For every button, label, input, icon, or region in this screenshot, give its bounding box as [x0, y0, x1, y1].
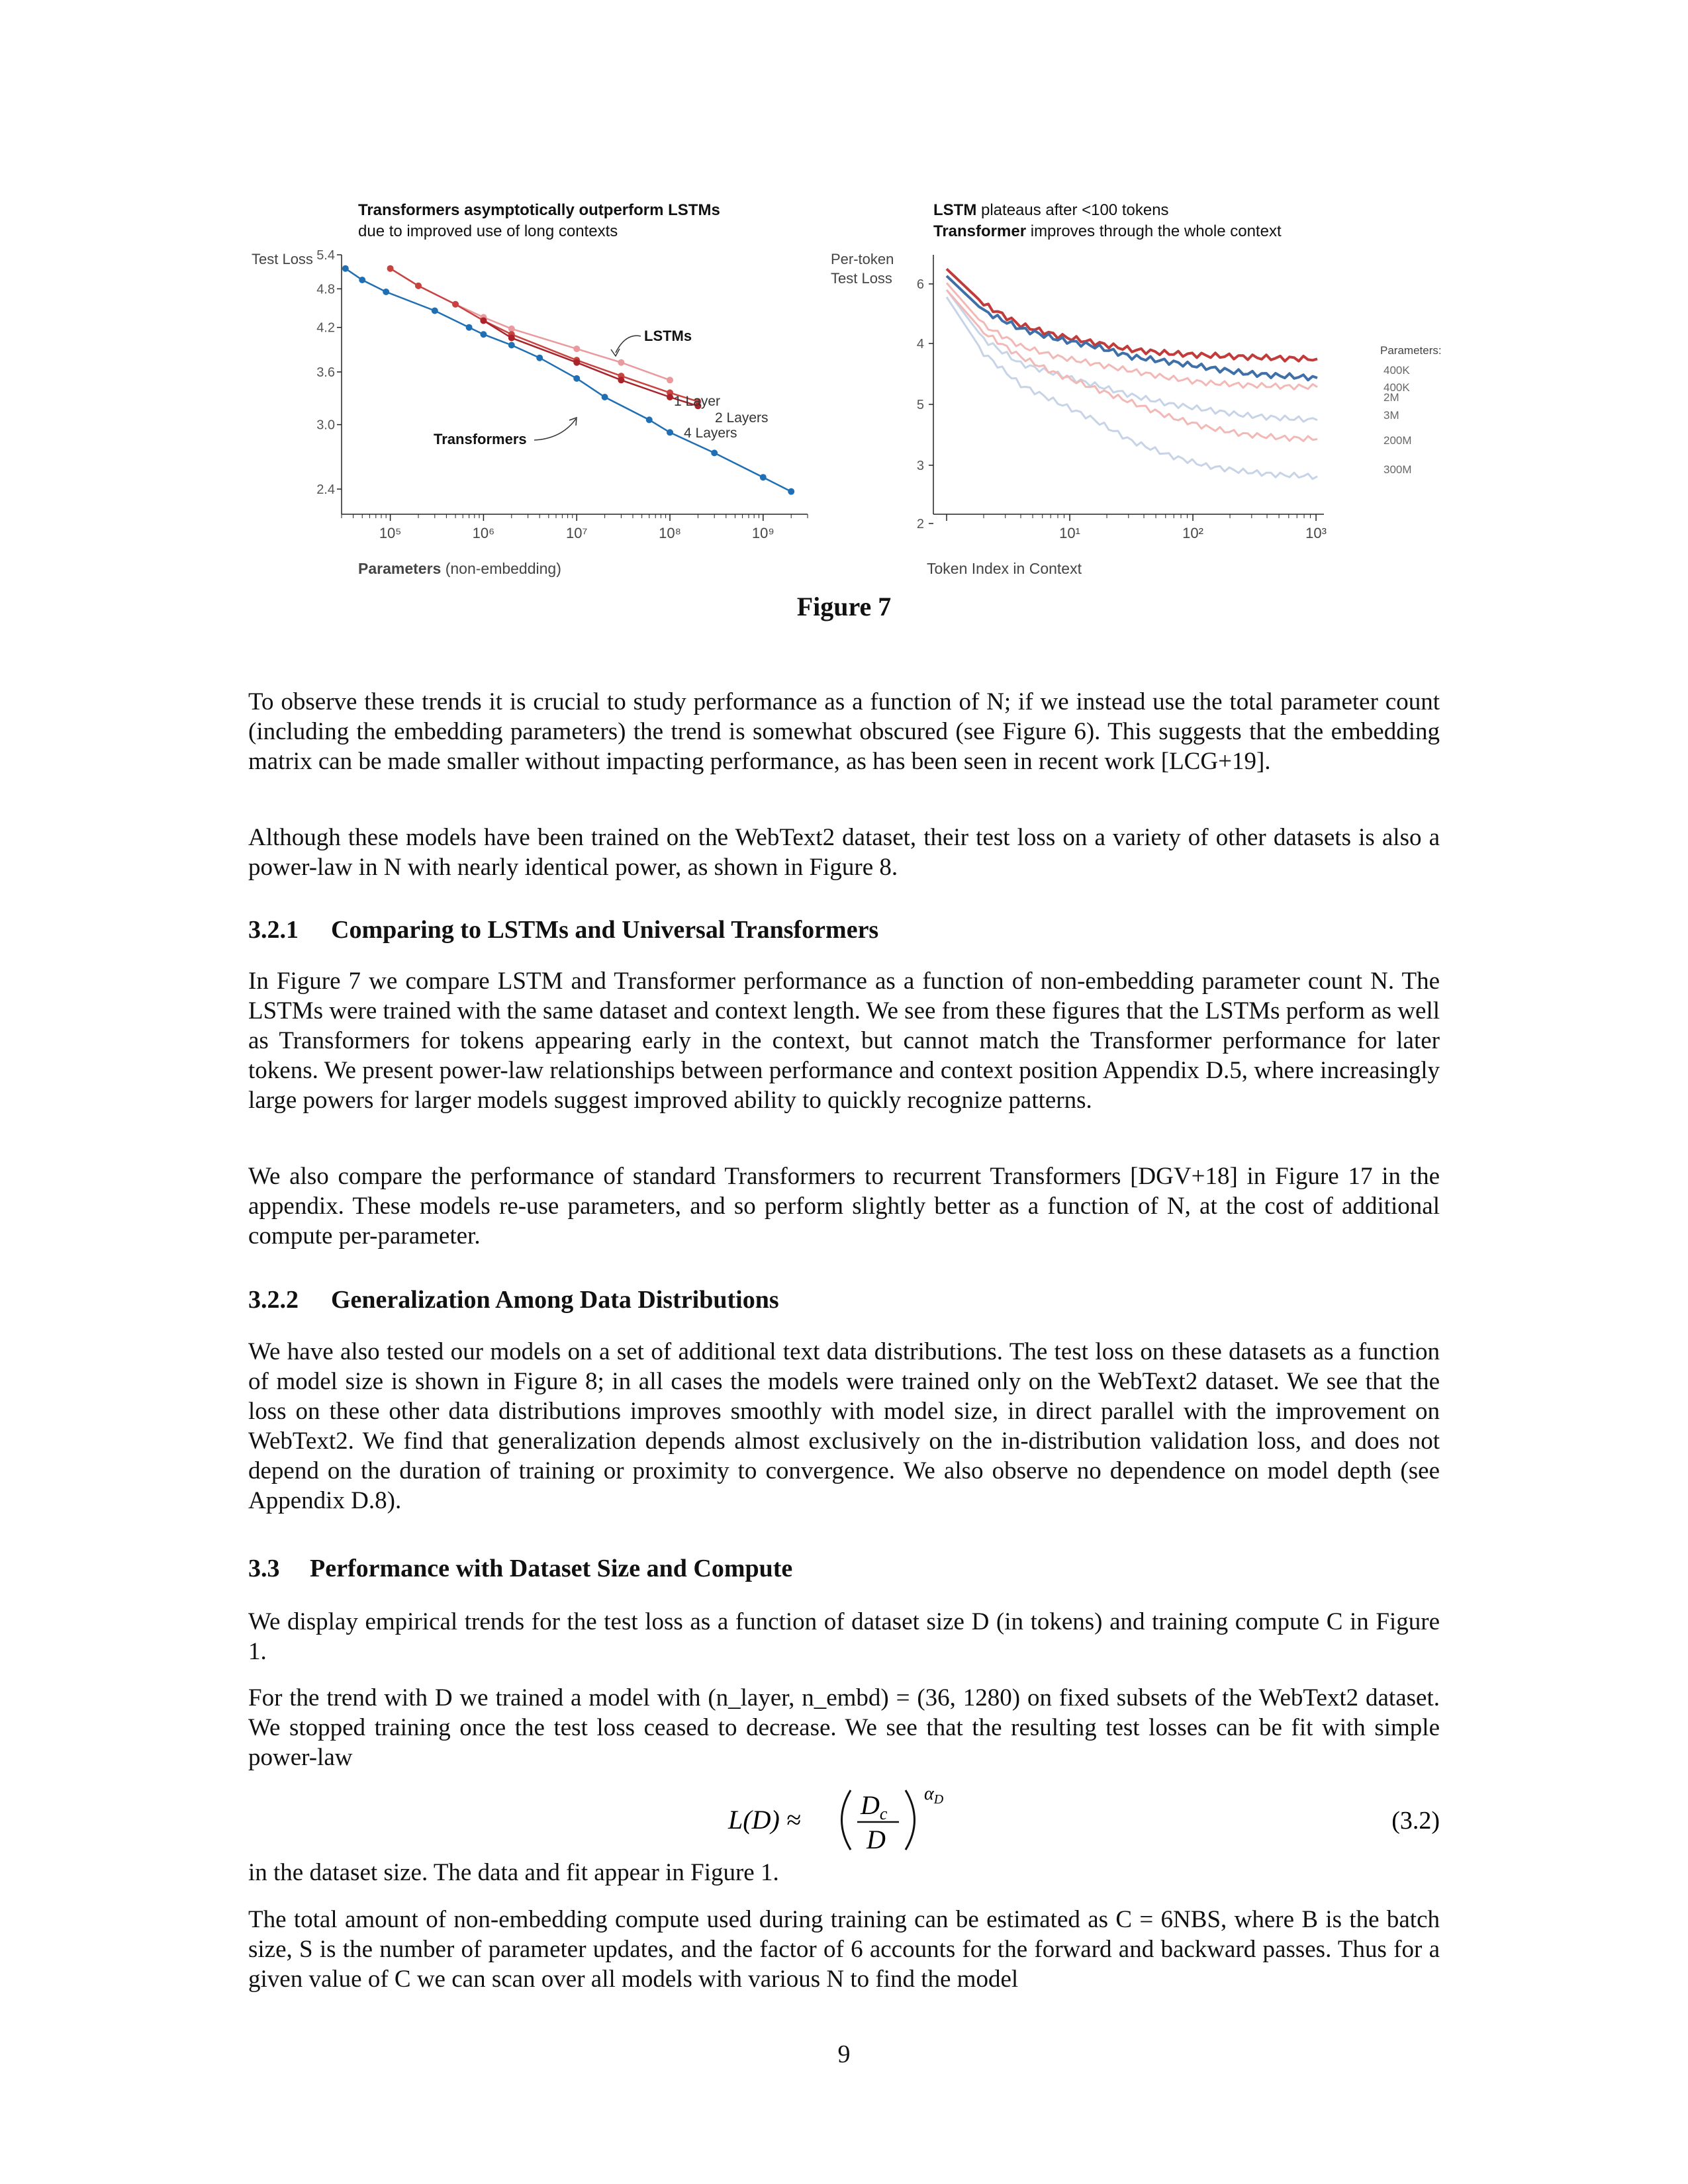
paragraph-3: [248, 966, 1440, 1115]
paragraph-7-text: For the trend with D we trained a model with (n_layer, n_embd) = (36, 1280) on fixed subsets of the WebText2 dataset. We stopped training once the test loss ceased to decrease. We see that the resulting test losses can be fit with simple power-law: [248, 1684, 1440, 1771]
data-point-transformers: [359, 277, 365, 283]
data-point-transformers: [508, 342, 515, 349]
equation-exponent-main: α: [924, 1784, 934, 1804]
right-x-tick-label: 10²: [1182, 525, 1203, 541]
equation-label: (3.2): [1391, 1807, 1440, 1835]
label-2-layers: 2 Layers: [715, 410, 769, 426]
data-point-2-layers: [387, 265, 394, 272]
data-point-transformers: [383, 289, 389, 295]
paragraph-5: [248, 1337, 1440, 1516]
paragraph-2-text: Although these models have been trained on the WebText2 dataset, their test loss on a variety of other datasets is also a power-law in N with nearly identical power, as shown in Figure 8.: [248, 824, 1440, 881]
data-point-transformers: [667, 429, 673, 435]
section-title-3-2-1: Comparing to LSTMs and Universal Transformers: [331, 916, 879, 944]
equation-left-paren: [842, 1790, 851, 1850]
equation-exponent: [924, 1784, 944, 1807]
legend-label-400k: 400K: [1383, 364, 1410, 377]
left-axes: [316, 248, 808, 541]
right-y-axis-label-line1: Per-token: [831, 251, 894, 267]
paragraph-9-text: The total amount of non-embedding compute used during training can be estimated as C = 6NBS, where B is the batch size, S is the number of parameter updates, and the factor of 6 accounts for the forward and backward passes. Thus for a given value of C we can scan over all models with various N to find the model: [248, 1906, 1440, 1993]
data-point-2-layers: [452, 301, 459, 308]
left-x-axis-label-bold: Parameters: [358, 560, 442, 577]
left-y-tick-label: 3.0: [316, 418, 335, 433]
data-point-4-layers: [480, 317, 487, 324]
paragraph-2: [248, 823, 1440, 882]
left-x-tick-label: 10⁸: [659, 525, 681, 541]
data-point-transformers: [432, 307, 438, 314]
section-heading-3-2-1: [248, 915, 878, 944]
section-heading-3-2-2: [248, 1285, 779, 1314]
section-number-3-2-2: 3.2.2: [248, 1286, 299, 1314]
paragraph-6: [248, 1607, 1440, 1666]
legend-label-400k: 400K: [1383, 381, 1410, 394]
paragraph-1-text: To observe these trends it is crucial to study performance as a function of N; if we instead use the total parameter count (including the embedding parameters) the trend is somewhat obscured (see Figure 6). This suggests that the embedding matrix can be made smaller without impacting performance, as has been seen in recent work [LCG+19].: [248, 688, 1440, 775]
equation-numerator: [860, 1790, 888, 1823]
equation-denominator: D: [867, 1825, 886, 1854]
left-x-tick-label: 10⁷: [566, 525, 588, 541]
label-1-layer: 1 Layer: [674, 394, 721, 409]
curve-400k-1: [947, 276, 1317, 380]
legend-label-200m: 200M: [1383, 434, 1412, 447]
left-marks: [342, 265, 794, 495]
equation-right-paren: [906, 1790, 915, 1850]
data-point-transformers: [342, 265, 349, 272]
equation-exponent-sub: D: [933, 1792, 944, 1807]
section-title-3-2-2: Generalization Among Data Distributions: [331, 1286, 779, 1314]
right-y-tick-label: 5: [916, 398, 924, 412]
data-point-4-layers: [618, 377, 624, 383]
data-point-1-layer: [573, 345, 580, 352]
equation-svg: [0, 1784, 1688, 1856]
transformers-annotation-arrow: [534, 419, 576, 440]
section-heading-3-3: [248, 1554, 792, 1583]
right-title-line2-rest: improves through the whole context: [1030, 222, 1282, 240]
data-point-transformers: [788, 488, 794, 495]
right-y-tick-label: 2: [916, 517, 924, 531]
lstms-annotation: LSTMs: [644, 328, 692, 344]
right-y-axis-label-line2: Test Loss: [831, 270, 892, 287]
left-y-tick-label: 4.2: [316, 320, 335, 336]
data-point-1-layer: [667, 377, 673, 383]
equation-3-2: [0, 1784, 1688, 1856]
data-point-4-layers: [508, 335, 515, 341]
paragraph-1: [248, 687, 1440, 776]
right-title-line1-rest: plateaus after <100 tokens: [981, 201, 1169, 219]
right-chart-title-line1: [933, 201, 1169, 219]
left-x-tick-label: 10⁹: [751, 525, 774, 541]
left-x-axis-label-rest: (non-embedding): [445, 560, 561, 577]
paragraph-4-text: We also compare the performance of standard Transformers to recurrent Transformers [DGV+18] in Figure 17 in the appendix. These models re-use parameters, and so perform slightly better as a function of N, at the cost of additional compute per-parameter.: [248, 1163, 1440, 1250]
paragraph-8: [248, 1858, 1440, 1888]
legend-label-300m: 300M: [1383, 463, 1412, 476]
right-x-tick-label: 10¹: [1059, 525, 1080, 541]
data-point-2-layers: [415, 283, 422, 289]
paragraph-8-text: in the dataset size. The data and fit appear in Figure 1.: [248, 1859, 779, 1886]
equation-lhs: L(D) ≈: [728, 1805, 801, 1835]
left-chart-title-line1: Transformers asymptotically outperform LSTMs: [358, 201, 720, 219]
data-point-transformers: [602, 394, 608, 400]
right-y-tick-label: 3: [916, 459, 924, 473]
equation-numerator-main: D: [861, 1790, 880, 1820]
left-y-tick-label: 3.6: [316, 365, 335, 381]
right-title-line2-bold: Transformer: [933, 222, 1027, 240]
paragraph-3-text: In Figure 7 we compare LSTM and Transformer performance as a function of non-embedding parameter count N. The LSTMs were trained with the same dataset and context length. We see from these figures that the LSTMs perform as well as Transformers for tokens appearing early in the context, but cannot match the Transformer performance for later tokens. We present power-law relationships between performance and context position Appendix D.5, where increasingly large powers for larger models suggest improved ability to quickly recognize patterns.: [248, 968, 1440, 1114]
data-point-4-layers: [573, 359, 580, 366]
section-title-3-3: Performance with Dataset Size and Compute: [310, 1555, 793, 1582]
legend-title: Parameters:: [1380, 344, 1442, 357]
figure7-right-chart: [824, 195, 1460, 586]
data-point-transformers: [646, 416, 653, 423]
left-y-tick-label: 2.4: [316, 482, 335, 498]
left-x-tick-label: 10⁵: [379, 525, 402, 541]
transformers-annotation: Transformers: [434, 431, 527, 447]
left-y-tick-label: 5.4: [316, 248, 335, 263]
right-title-line1-bold: LSTM: [933, 201, 977, 219]
paragraph-4: [248, 1161, 1440, 1251]
left-x-tick-label: 10⁶: [472, 525, 495, 541]
figure-caption: Figure 7: [796, 592, 892, 621]
data-point-1-layer: [618, 359, 624, 366]
figure7-left-chart: [245, 195, 821, 586]
right-chart-svg: [824, 195, 1460, 586]
data-point-transformers: [573, 375, 580, 382]
data-point-transformers: [760, 474, 767, 480]
paragraph-9: [248, 1905, 1440, 1994]
data-point-transformers: [711, 449, 718, 456]
left-y-tick-label: 4.8: [316, 282, 335, 297]
legend-label-3m: 3M: [1383, 409, 1399, 422]
data-point-4-layers: [667, 394, 673, 400]
paragraph-6-text: We display empirical trends for the test loss as a function of dataset size D (in tokens) and training compute C in Figure 1.: [248, 1608, 1440, 1665]
data-point-transformers: [480, 331, 487, 338]
right-marks: [947, 269, 1412, 478]
left-y-axis-label: Test Loss: [252, 251, 313, 267]
section-number-3-2-1: 3.2.1: [248, 916, 299, 944]
right-x-axis-label: Token Index in Context: [927, 560, 1082, 577]
series-line-transformers: [346, 269, 791, 492]
right-chart-title-line2: [933, 222, 1282, 240]
right-y-tick-label: 6: [916, 277, 924, 292]
left-x-axis-label: [358, 560, 561, 577]
page-number: 9: [837, 2040, 851, 2068]
section-number-3-3: 3.3: [248, 1555, 280, 1582]
paragraph-5-text: We have also tested our models on a set of additional text data distributions. The test loss on these datasets as a function of model size is shown in Figure 8; in all cases the models were trained only on the WebText2 dataset. We see that the loss on these other data distributions improves smoothly with model size, in direct parallel with the improvement on WebText2. We find that generalization depends almost exclusively on the in-distribution validation loss, and does not depend on the duration of training or proximity to convergence. We also observe no dependence on model depth (see Appendix D.8).: [248, 1338, 1440, 1514]
right-x-tick-label: 10³: [1305, 525, 1327, 541]
paragraph-7: [248, 1683, 1440, 1772]
legend-label-2m: 2M: [1383, 391, 1399, 404]
lstms-annotation-arrow: [616, 336, 641, 353]
curve-300m-5: [947, 297, 1317, 479]
left-chart-title-line2: due to improved use of long contexts: [358, 222, 618, 240]
label-4-layers: 4 Layers: [684, 426, 737, 441]
right-y-tick-label: 4: [916, 337, 924, 351]
equation-numerator-sub: c: [879, 1804, 888, 1823]
data-point-transformers: [466, 324, 473, 331]
data-point-transformers: [536, 355, 543, 361]
curve-400k-0: [947, 269, 1317, 361]
series-line-1-layer: [391, 269, 670, 381]
left-chart-svg: [245, 195, 821, 586]
curve-3m-3: [947, 290, 1317, 422]
